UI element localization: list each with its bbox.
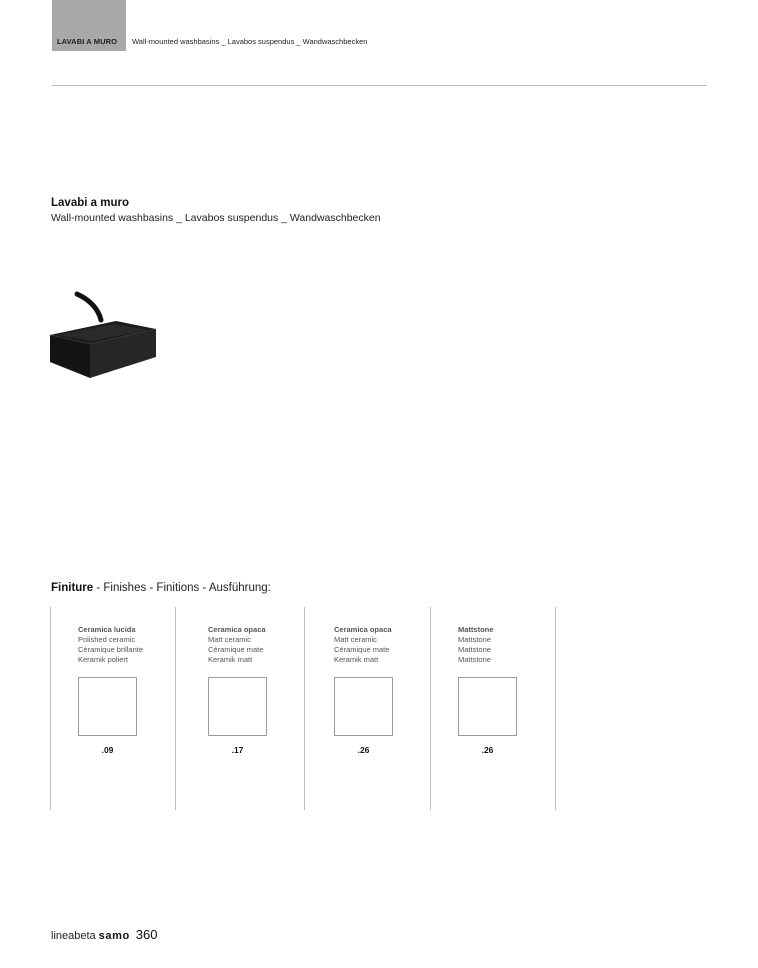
- finish-column: [304, 607, 429, 810]
- finish-name: Ceramica opaca: [208, 625, 266, 634]
- finish-column: [175, 607, 300, 810]
- header-divider: [52, 85, 707, 86]
- finish-swatch: [458, 677, 517, 736]
- header-subtitle: Wall-mounted washbasins _ Lavabos suspendus _ Wandwaschbecken: [132, 37, 368, 46]
- header-tab: [52, 0, 126, 51]
- finish-translation: Mattstone: [458, 645, 491, 654]
- finish-translation: Keramik poliert: [78, 655, 129, 664]
- finish-swatch: [78, 677, 137, 736]
- brand-samo: samo: [98, 930, 130, 942]
- finish-translation: Mattstone: [458, 655, 491, 664]
- section-subtitle: Wall-mounted washbasins _ Lavabos suspendus _ Wandwaschbecken: [51, 212, 381, 224]
- finish-code: .17: [231, 745, 244, 755]
- finish-code: .26: [357, 745, 370, 755]
- finishes-heading: [51, 582, 271, 594]
- finish-name: Mattstone: [458, 625, 494, 634]
- finishes-heading-rest: - Finishes - Finitions - Ausführung:: [93, 582, 271, 594]
- finish-translation: Céramique mate: [334, 645, 390, 654]
- brand-lineabeta: lineabeta: [51, 930, 96, 942]
- finish-translation: Céramique brillante: [78, 645, 144, 654]
- finish-translation: Keramik matt: [208, 655, 253, 664]
- section-title: Lavabi a muro: [51, 197, 129, 209]
- finish-translation: Keramik matt: [334, 655, 379, 664]
- finish-code: .09: [101, 745, 114, 755]
- page-number: 360: [135, 927, 158, 942]
- page-footer: [51, 926, 158, 946]
- finishes-heading-bold: Finiture: [51, 582, 94, 594]
- finish-code: .26: [481, 745, 494, 755]
- finish-swatch: [334, 677, 393, 736]
- finish-column: [50, 607, 175, 810]
- finish-name: Ceramica opaca: [334, 625, 392, 634]
- finish-column: [430, 607, 556, 810]
- wall-mounted-washbasin-icon: [46, 288, 160, 382]
- finish-translation: Matt ceramic: [334, 635, 377, 644]
- header-tab-label: LAVABI A MURO: [57, 37, 118, 46]
- finish-translation: Polished ceramic: [78, 635, 136, 644]
- finish-translation: Matt ceramic: [208, 635, 251, 644]
- finish-translation: Céramique mate: [208, 645, 264, 654]
- finish-swatch: [208, 677, 267, 736]
- finish-translation: Mattstone: [458, 635, 491, 644]
- finish-name: Ceramica lucida: [78, 625, 136, 634]
